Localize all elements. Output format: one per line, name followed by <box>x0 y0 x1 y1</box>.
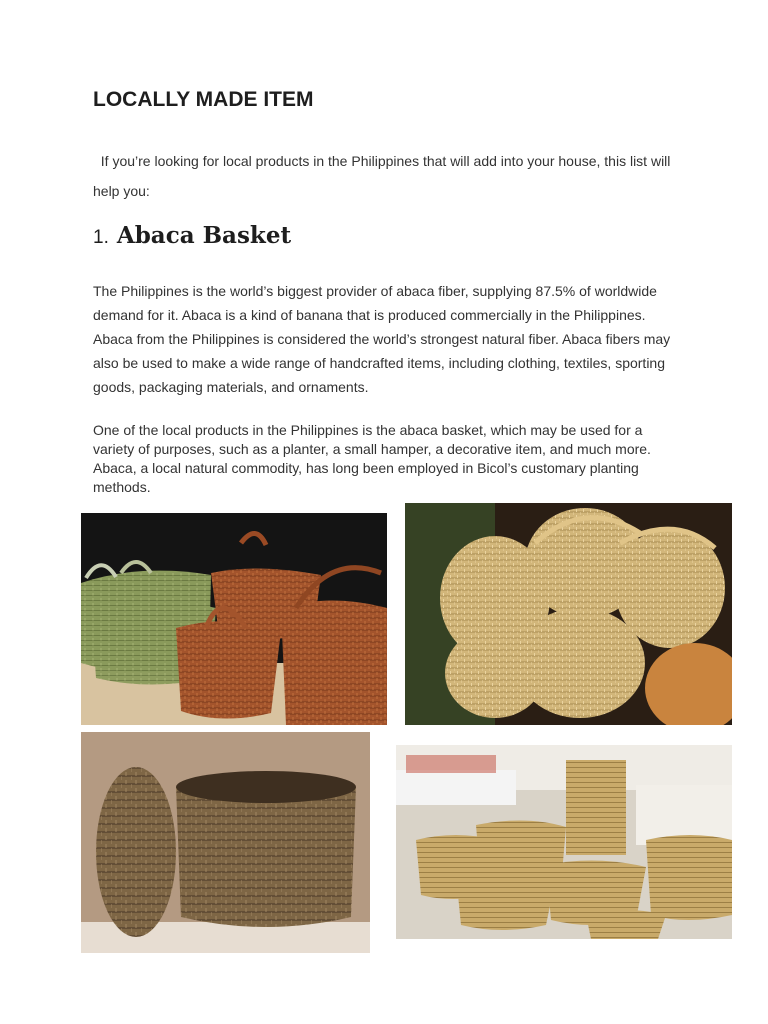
photo-wicker-basket-pile <box>405 503 732 725</box>
section-heading <box>93 220 291 254</box>
section-title: Abaca Basket <box>116 222 292 249</box>
abaca-paragraph-2: One of the local products in the Philippines is the abaca basket, which may be used for a variety of purposes, such as a planter, a small hamper, a decorative item, and much more. Abaca, a local natural commodity, has long been employed in Bicol’s customary planting methods. <box>93 422 651 495</box>
photo-assorted-baskets <box>81 513 387 725</box>
photo-lidded-basket <box>81 732 370 953</box>
intro-paragraph <box>93 146 683 206</box>
section-number: 1. <box>93 227 109 248</box>
photo-market-baskets <box>396 745 732 939</box>
abaca-paragraph-1: The Philippines is the world’s biggest provider of abaca fiber, supplying 87.5% of worldwide demand for it. Abaca is a kind of banana that is produced commercially in the Philippines. Abaca from the Philippines is considered the world’s strongest natural fiber. Abaca fibers may also be used to make a wide range of handcrafted items, including clothing, textiles, sporting goods, packaging materials, and ornaments. <box>93 283 671 395</box>
page-title: LOCALLY MADE ITEM <box>93 88 314 111</box>
intro-text: If you’re looking for local products in the Philippines that will add into your house, this list will help you: <box>93 153 671 199</box>
